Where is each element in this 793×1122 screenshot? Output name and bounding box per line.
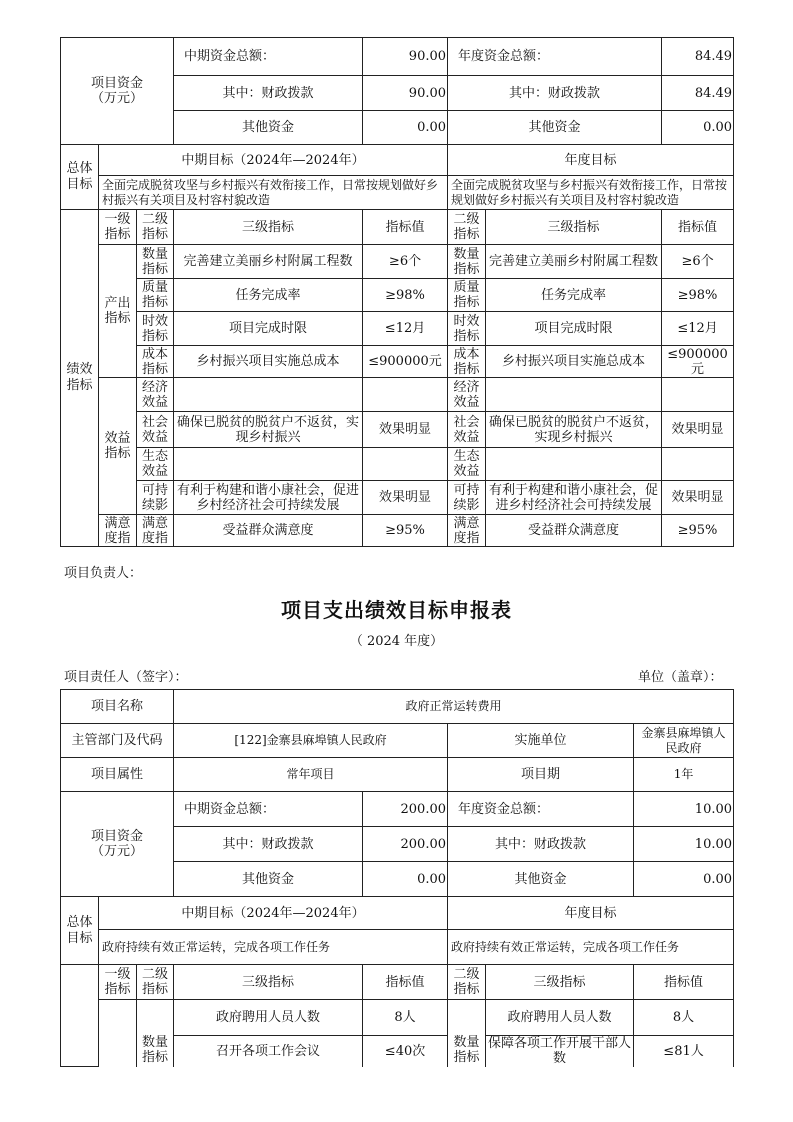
- page-title: 项目支出绩效目标申报表: [281, 598, 512, 622]
- table-row-l3-year: [486, 378, 662, 412]
- dept-value: [122]金寨县麻埠镇人民政府: [174, 724, 448, 758]
- table-row-value-year: ≥95%: [662, 515, 734, 547]
- mid-other-value: 0.00: [363, 111, 448, 145]
- table-row-l2: 质量指标: [137, 279, 174, 312]
- mid-other-value: 0.00: [363, 862, 448, 897]
- header-level3-year: 三级指标: [486, 965, 634, 1000]
- table-row-l3-year: 任务完成率: [486, 279, 662, 312]
- table-row-l3-year: 受益群众满意度: [486, 515, 662, 547]
- goal-label: 总体目标: [61, 145, 99, 210]
- year-goal-header: 年度目标: [448, 897, 734, 930]
- table-row-value-year: ≥98%: [662, 279, 734, 312]
- year-total-value: 84.49: [662, 38, 734, 76]
- table-row-l2: 可持续影: [137, 481, 174, 515]
- year-other-value: 0.00: [662, 111, 734, 145]
- mid-total-label: 中期资金总额：: [174, 792, 363, 827]
- table-row-l2-year: 数量指标: [448, 245, 486, 279]
- table-row-value: [363, 378, 448, 412]
- header-level2: 二级指标: [137, 210, 174, 245]
- table-row-l2: 经济效益: [137, 378, 174, 412]
- header-level1: 一级指标: [99, 965, 137, 1000]
- year-fiscal-label: 其中：财政拨款: [448, 827, 634, 862]
- table-row-value: ≥6个: [363, 245, 448, 279]
- year-fiscal-value: 10.00: [634, 827, 734, 862]
- mid-goal-text: 全面完成脱贫攻坚与乡村振兴有效衔接工作，日常按规划做好乡村振兴有关项目及村容村貌改造: [99, 176, 448, 210]
- perf-label: 绩效指标: [61, 210, 99, 547]
- mid-fiscal-label: 其中：财政拨款: [174, 827, 363, 862]
- table-row-l3: 项目完成时限: [174, 312, 363, 346]
- mid-goal-header: 中期目标（2024年—2024年）: [99, 897, 448, 930]
- year-total-label: 年度资金总额：: [448, 38, 662, 76]
- year-line: （ 2024 年度）: [349, 634, 444, 649]
- mid-fiscal-value: 200.00: [363, 827, 448, 862]
- level1-blank: [99, 1000, 137, 1067]
- table-row-l2-year: 可持续影: [448, 481, 486, 515]
- table-row-l2-year: 经济效益: [448, 378, 486, 412]
- table-row-l2-year: 质量指标: [448, 279, 486, 312]
- fund-label: 项目资金 （万元）: [61, 792, 174, 897]
- year-fiscal-value: 84.49: [662, 76, 734, 111]
- table-row-l3: [174, 448, 363, 481]
- table-row-l3-year: 有利于构建和谐小康社会，促进乡村经济社会可持续发展: [486, 481, 662, 515]
- table-row-l3-year: 确保已脱贫的脱贫户不返贫，实现乡村振兴: [486, 412, 662, 448]
- project-leader-label: 项目负责人：: [64, 566, 143, 581]
- attr-label: 项目属性: [61, 758, 174, 792]
- header-level2-year: 二级指标: [448, 210, 486, 245]
- year-other-value: 0.00: [634, 862, 734, 897]
- table-row-l2: 社会效益: [137, 412, 174, 448]
- table-row-l3-year: 保障各项工作开展干部人数: [486, 1036, 634, 1067]
- table-row-l3: 召开各项工作会议: [174, 1036, 363, 1067]
- mid-fiscal-value: 90.00: [363, 76, 448, 111]
- perf-label-blank: [61, 965, 99, 1067]
- dept-label: 主管部门及代码: [61, 724, 174, 758]
- table-row-l3: [174, 378, 363, 412]
- table-row-l3: 有利于构建和谐小康社会，促进乡村经济社会可持续发展: [174, 481, 363, 515]
- table-row-l2-year: 生态效益: [448, 448, 486, 481]
- mid-total-value: 90.00: [363, 38, 448, 76]
- mid-other-label: 其他资金: [174, 862, 363, 897]
- header-value: 指标值: [363, 965, 448, 1000]
- table-row-l3-year: [486, 448, 662, 481]
- benefit-label: 效益指标: [99, 378, 137, 515]
- impl-unit-label: 实施单位: [448, 724, 634, 758]
- table-row-l3: 确保已脱贫的脱贫户不返贫，实现乡村振兴: [174, 412, 363, 448]
- header-level3: 三级指标: [174, 965, 363, 1000]
- header-level3-year: 三级指标: [486, 210, 662, 245]
- table-row-l3: 乡村振兴项目实施总成本: [174, 346, 363, 378]
- mid-fiscal-label: 其中：财政拨款: [174, 76, 363, 111]
- table-row-l2: 数量指标: [137, 245, 174, 279]
- table-row-l3-year: 乡村振兴项目实施总成本: [486, 346, 662, 378]
- table-row-l3: 完善建立美丽乡村附属工程数: [174, 245, 363, 279]
- year-other-label: 其他资金: [448, 862, 634, 897]
- attr-value: 常年项目: [174, 758, 448, 792]
- table-row-l3-year: 政府聘用人员人数: [486, 1000, 634, 1036]
- goal-label: 总体目标: [61, 897, 99, 965]
- table-row-l3: 受益群众满意度: [174, 515, 363, 547]
- year-other-label: 其他资金: [448, 111, 662, 145]
- impl-unit-value: 金寨县麻埠镇人民政府: [634, 724, 734, 758]
- table-row-l2-year: 时效指标: [448, 312, 486, 346]
- table-row-value: [363, 448, 448, 481]
- header-level2-year: 二级指标: [448, 965, 486, 1000]
- header-value-year: 指标值: [634, 965, 734, 1000]
- table-row-l2: 生态效益: [137, 448, 174, 481]
- header-value: 指标值: [363, 210, 448, 245]
- table-row-value-year: 效果明显: [662, 412, 734, 448]
- table-row-value-year: ≤12月: [662, 312, 734, 346]
- satisfaction-label: 满意度指: [99, 515, 137, 547]
- table-row-value: ≥98%: [363, 279, 448, 312]
- table-row-l2-year: 社会效益: [448, 412, 486, 448]
- year-fiscal-label: 其中：财政拨款: [448, 76, 662, 111]
- table-row-value: 效果明显: [363, 481, 448, 515]
- table-row-l2: 时效指标: [137, 312, 174, 346]
- header-value-year: 指标值: [662, 210, 734, 245]
- table-row-l3: 任务完成率: [174, 279, 363, 312]
- table-row-l3-year: 项目完成时限: [486, 312, 662, 346]
- year-goal-header: 年度目标: [448, 145, 734, 176]
- header-level3: 三级指标: [174, 210, 363, 245]
- header-level2: 二级指标: [137, 965, 174, 1000]
- output-label: 产出指标: [99, 245, 137, 378]
- table-row-l2-year: 满意度指: [448, 515, 486, 547]
- period-value: 1年: [634, 758, 734, 792]
- table-row-l2-year: 成本指标: [448, 346, 486, 378]
- fund-label: 项目资金 （万元）: [61, 38, 174, 145]
- period-label: 项目期: [448, 758, 634, 792]
- header-level1: 一级指标: [99, 210, 137, 245]
- table-row-value-year: [662, 448, 734, 481]
- unit-seal-label: 单位（盖章）：: [638, 670, 723, 685]
- qty-label: 数量指标: [137, 1000, 174, 1067]
- table-row-l3: 政府聘用人员人数: [174, 1000, 363, 1036]
- mid-goal-text: 政府持续有效正常运转，完成各项工作任务: [99, 930, 448, 965]
- year-goal-text: 全面完成脱贫攻坚与乡村振兴有效衔接工作，日常按规划做好乡村振兴有关项目及村容村貌改造: [448, 176, 734, 210]
- table-row-value: 8人: [363, 1000, 448, 1036]
- qty-label-year: 数量指标: [448, 1000, 486, 1067]
- table-row-value: ≤40次: [363, 1036, 448, 1067]
- year-total-label: 年度资金总额：: [448, 792, 634, 827]
- mid-total-label: 中期资金总额：: [174, 38, 363, 76]
- performance-table-1: [60, 37, 734, 547]
- performance-table-2: [60, 689, 734, 1067]
- year-total-value: 10.00: [634, 792, 734, 827]
- table-row-value-year: ≥6个: [662, 245, 734, 279]
- year-goal-text: 政府持续有效正常运转，完成各项工作任务: [448, 930, 734, 965]
- table-row-value-year: [662, 378, 734, 412]
- mid-goal-header: 中期目标（2024年—2024年）: [99, 145, 448, 176]
- mid-total-value: 200.00: [363, 792, 448, 827]
- table-row-value: ≤12月: [363, 312, 448, 346]
- table-row-value-year: ≤900000元: [662, 346, 734, 378]
- table-row-value-year: 效果明显: [662, 481, 734, 515]
- table-row-value: 效果明显: [363, 412, 448, 448]
- project-name-value: 政府正常运转费用: [174, 690, 734, 724]
- table-row-l3-year: 完善建立美丽乡村附属工程数: [486, 245, 662, 279]
- table-row-value-year: 8人: [634, 1000, 734, 1036]
- mid-other-label: 其他资金: [174, 111, 363, 145]
- table-row-value-year: ≤81人: [634, 1036, 734, 1067]
- table-row-value: ≥95%: [363, 515, 448, 547]
- table-row-value: ≤900000元: [363, 346, 448, 378]
- project-name-label: 项目名称: [61, 690, 174, 724]
- table-row-l2: 满意度指: [137, 515, 174, 547]
- responsible-person-label: 项目责任人（签字）：: [64, 670, 188, 685]
- table-row-l2: 成本指标: [137, 346, 174, 378]
